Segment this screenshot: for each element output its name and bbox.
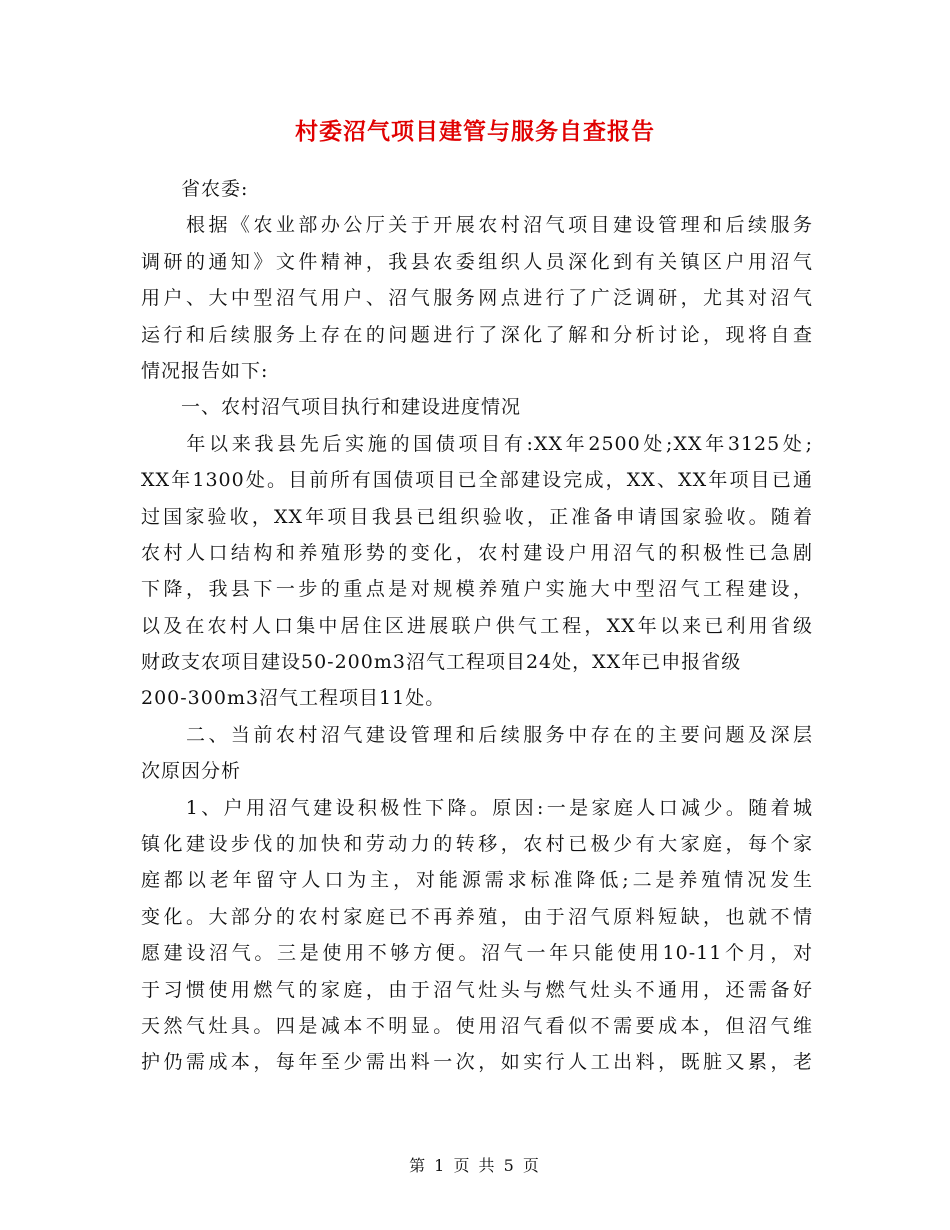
body-line: 情况报告如下: <box>141 359 269 382</box>
body-line: XX年1300处。目前所有国债项目已全部建设完成，XX、XX年项目已通 <box>141 469 813 492</box>
body-line: 用户、大中型沼气用户、沼气服务网点进行了广泛调研，尤其对沼气 <box>141 287 813 310</box>
body-line: 省农委: <box>141 178 249 200</box>
body-line: 次原因分析 <box>141 760 242 783</box>
body-line: 1、户用沼气建设积极性下降。原因:一是家庭人口减少。随着城 <box>141 796 813 819</box>
body-line: 过国家验收，XX年项目我县已组织验收，正准备申请国家验收。随着 <box>141 505 813 528</box>
document-body <box>141 171 813 1081</box>
body-line: 以及在农村人口集中居住区进展联户供气工程，XX年以来已利用省级 <box>141 614 813 637</box>
body-line: 200-300m3沼气工程项目11处。 <box>141 687 446 710</box>
body-line: 于习惯使用燃气的家庭，由于沼气灶头与燃气灶头不通用，还需备好 <box>141 978 813 1001</box>
body-line: 天然气灶具。四是减本不明显。使用沼气看似不需要成本，但沼气维 <box>141 1014 813 1037</box>
body-line: 护仍需成本，每年至少需出料一次，如实行人工出料，既脏又累，老 <box>141 1051 813 1074</box>
body-line: 一、农村沼气项目执行和建设进度情况 <box>141 396 522 419</box>
body-line: 愿建设沼气。三是使用不够方便。沼气一年只能使用10-11个月，对 <box>141 942 813 965</box>
body-line: 镇化建设步伐的加快和劳动力的转移，农村已极少有大家庭，每个家 <box>141 833 813 856</box>
body-line: 农村人口结构和养殖形势的变化，农村建设户用沼气的积极性已急剧 <box>141 541 813 564</box>
body-line: 二、当前农村沼气建设管理和后续服务中存在的主要问题及深层 <box>141 723 813 746</box>
body-line: 财政支农项目建设50-200m3沼气工程项目24处，XX年已申报省级 <box>141 651 742 674</box>
body-line: 调研的通知》文件精神，我县农委组织人员深化到有关镇区户用沼气 <box>141 250 813 273</box>
body-line: 庭都以老年留守人口为主，对能源需求标准降低;二是养殖情况发生 <box>141 869 813 892</box>
page-footer: 第 1 页 共 5 页 <box>409 1156 541 1175</box>
body-line: 年以来我县先后实施的国债项目有:XX年2500处;XX年3125处; <box>141 432 813 455</box>
body-line: 运行和后续服务上存在的问题进行了深化了解和分析讨论，现将自查 <box>141 323 813 346</box>
body-line: 下降，我县下一步的重点是对规模养殖户实施大中型沼气工程建设， <box>141 578 813 601</box>
body-line: 根据《农业部办公厅关于开展农村沼气项目建设管理和后续服务 <box>141 214 813 237</box>
body-line: 变化。大部分的农村家庭已不再养殖，由于沼气原料短缺，也就不情 <box>141 905 813 928</box>
document-title: 村委沼气项目建管与服务自查报告 <box>295 118 655 145</box>
